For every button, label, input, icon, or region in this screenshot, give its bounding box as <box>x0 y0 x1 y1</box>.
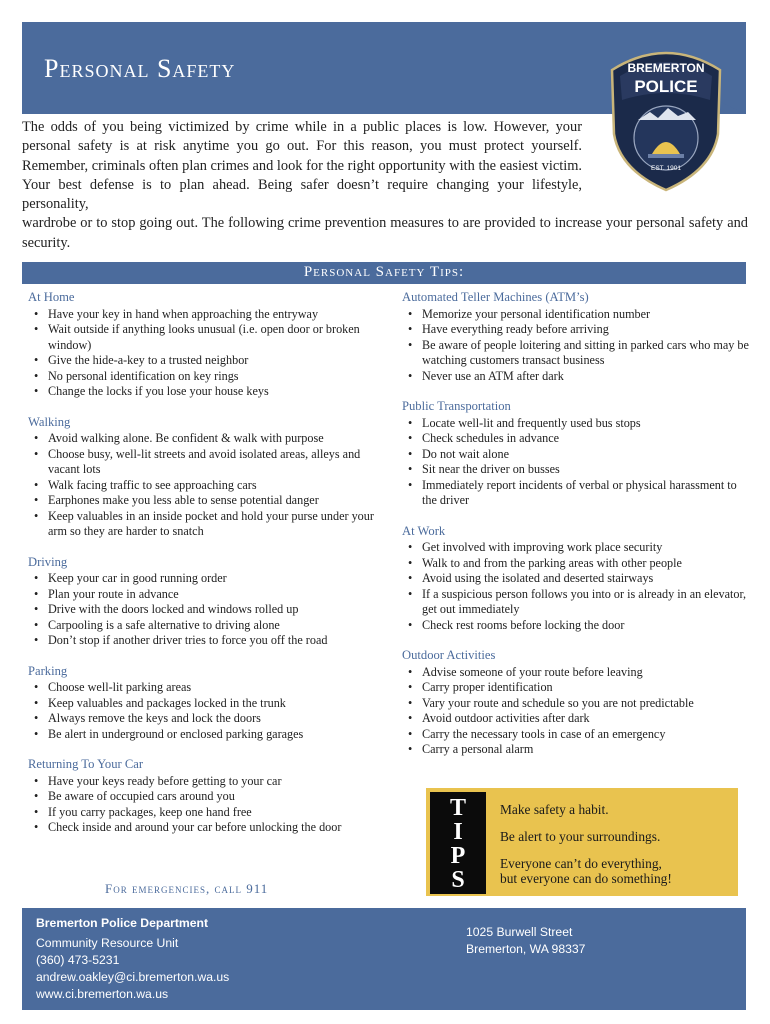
tips-letter-i: I <box>453 819 463 845</box>
badge-est-text: EST. 1901 <box>651 165 681 172</box>
bullet-list <box>402 307 752 385</box>
list-item: • Carry the necessary tools in case of an emergency <box>402 727 752 743</box>
list-item: • Don’t stop if another driver tries to force you off the road <box>28 633 380 649</box>
list-item: • Drive with the doors locked and windows rolled up <box>28 602 380 618</box>
section-title: Returning To Your Car <box>28 757 144 771</box>
tips-line-3b: but everyone can do something! <box>500 871 672 886</box>
footer-phone: (360) 473-5231 <box>36 953 120 967</box>
emergency-note: For emergencies, call 911 <box>105 881 269 896</box>
list-item: • Sit near the driver on busses <box>402 462 752 478</box>
section-title: Public Transportation <box>402 399 511 413</box>
list-item: • Keep valuables and packages locked in the trunk <box>28 696 380 712</box>
bullet-list <box>402 416 752 509</box>
tips-letter-s: S <box>451 867 465 893</box>
tips-letter-panel <box>430 792 486 894</box>
list-item: • Choose busy, well-lit streets and avoid isolated areas, alleys and vacant lots <box>28 447 380 478</box>
list-item: • Have everything ready before arriving <box>402 322 752 338</box>
list-item: • Always remove the keys and lock the doors <box>28 711 380 727</box>
list-item: • Do not wait alone <box>402 447 752 463</box>
list-item: • Immediately report incidents of verbal or physical harassment to the driver <box>402 478 752 509</box>
tips-line-3a: Everyone can’t do everything, <box>500 856 662 871</box>
bullet-list <box>28 774 380 836</box>
list-item: • Be alert in underground or enclosed parking garages <box>28 727 380 743</box>
section-title: Driving <box>28 554 68 569</box>
list-item: • Avoid outdoor activities after dark <box>402 711 752 727</box>
badge-main-text: POLICE <box>634 77 698 96</box>
right-tips-column <box>402 290 752 773</box>
bullet-list <box>28 307 380 400</box>
section-walking <box>28 415 380 540</box>
footer-email-link[interactable]: andrew.oakley@ci.bremerton.wa.us <box>36 970 230 984</box>
section-at-home <box>28 290 380 400</box>
bullet-list <box>28 431 380 540</box>
tips-letter-t: T <box>449 795 466 821</box>
list-item: • Avoid using the isolated and deserted stairways <box>402 571 752 587</box>
section-outdoor-activities <box>402 648 752 758</box>
list-item: • Keep valuables in an inside pocket and hold your purse under your arm so they are harder to snatch <box>28 509 380 540</box>
list-item: • Earphones make you less able to sense potential danger <box>28 493 380 509</box>
left-tips-column <box>28 290 380 851</box>
list-item: • Check inside and around your car before unlocking the door <box>28 820 380 836</box>
list-item: • Avoid walking alone. Be confident & walk with purpose <box>28 431 380 447</box>
section-title: Outdoor Activities <box>402 648 496 662</box>
footer-department: Bremerton Police Department <box>36 916 209 930</box>
list-item: • Check schedules in advance <box>402 431 752 447</box>
section-title: At Home <box>28 290 75 304</box>
intro-paragraph <box>22 118 748 253</box>
bullet-list <box>402 665 752 758</box>
list-item: • Locate well-lit and frequently used bus stops <box>402 416 752 432</box>
bullet-list <box>28 571 380 649</box>
footer-street: 1025 Burwell Street <box>466 925 573 939</box>
list-item: • Walk facing traffic to see approaching cars <box>28 478 380 494</box>
page-title: Personal Safety <box>44 54 236 83</box>
list-item: • Be aware of people loitering and sitting in parked cars who may be watching customers transact business <box>402 338 752 369</box>
list-item: • Vary your route and schedule so you are not predictable <box>402 696 752 712</box>
tips-line-2: Be alert to your surroundings. <box>500 829 661 844</box>
list-item: • If you carry packages, keep one hand free <box>28 805 380 821</box>
list-item: • Advise someone of your route before leaving <box>402 665 752 681</box>
section-parking <box>28 664 380 743</box>
footer-city: Bremerton, WA 98337 <box>466 942 586 956</box>
footer-unit: Community Resource Unit <box>36 936 179 950</box>
section-driving <box>28 555 380 649</box>
section-title: Parking <box>28 663 68 678</box>
list-item: • Be aware of occupied cars around you <box>28 789 380 805</box>
list-item: • Walk to and from the parking areas with other people <box>402 556 752 572</box>
bullet-list <box>402 540 752 633</box>
list-item: • Memorize your personal identification number <box>402 307 752 323</box>
tips-header-text: Personal Safety Tips: <box>303 264 465 280</box>
section-automated-teller-machines-atm-s <box>402 290 752 384</box>
section-title: Walking <box>28 414 71 429</box>
section-at-work <box>402 524 752 634</box>
tips-letter-p: P <box>450 843 466 869</box>
list-item: • Wait outside if anything looks unusual (i.e. open door or broken window) <box>28 322 380 353</box>
list-item: • If a suspicious person follows you into or is already in an elevator, get out immediately <box>402 587 752 618</box>
list-item: • Carry proper identification <box>402 680 752 696</box>
tips-header-bar <box>22 262 746 284</box>
section-title: At Work <box>402 523 446 538</box>
list-item: • Keep your car in good running order <box>28 571 380 587</box>
intro-text-narrow: The odds of you being victimized by crime while in a public places is low. However, your personal safety is at risk anytime you go out. For this reason, you must protect yourself. Remember, criminals often plan crimes and look for the right opportunity with the easiest victim. Your best defense is to plan ahead. Being safer doesn’t require changing your lifestyle, personality, <box>22 119 582 213</box>
list-item: • Carpooling is a safe alternative to driving alone <box>28 618 380 634</box>
badge-top-text: BREMERTON <box>627 61 705 75</box>
section-returning-to-your-car <box>28 757 380 836</box>
list-item: • Carry a personal alarm <box>402 742 752 758</box>
intro-text-wide: wardrobe or to stop going out. The following crime prevention measures to are provided to increase your personal safety and security. <box>22 215 748 251</box>
list-item: • Get involved with improving work place security <box>402 540 752 556</box>
list-item: • Change the locks if you lose your house keys <box>28 384 380 400</box>
list-item: • Have your keys ready before getting to your car <box>28 774 380 790</box>
bullet-list <box>28 680 380 742</box>
footer-website-link[interactable]: www.ci.bremerton.wa.us <box>36 987 169 1001</box>
list-item: • Give the hide-a-key to a trusted neighbor <box>28 353 380 369</box>
list-item: • Plan your route in advance <box>28 587 380 603</box>
list-item: • Check rest rooms before locking the door <box>402 618 752 634</box>
tips-line-1: Make safety a habit. <box>500 802 609 817</box>
section-title: Automated Teller Machines (ATM’s) <box>402 290 589 304</box>
footer-contact-band <box>22 908 746 1010</box>
list-item: • Never use an ATM after dark <box>402 369 752 385</box>
list-item: • No personal identification on key rings <box>28 369 380 385</box>
list-item: • Have your key in hand when approaching the entryway <box>28 307 380 323</box>
list-item: • Choose well-lit parking areas <box>28 680 380 696</box>
section-public-transportation <box>402 399 752 509</box>
